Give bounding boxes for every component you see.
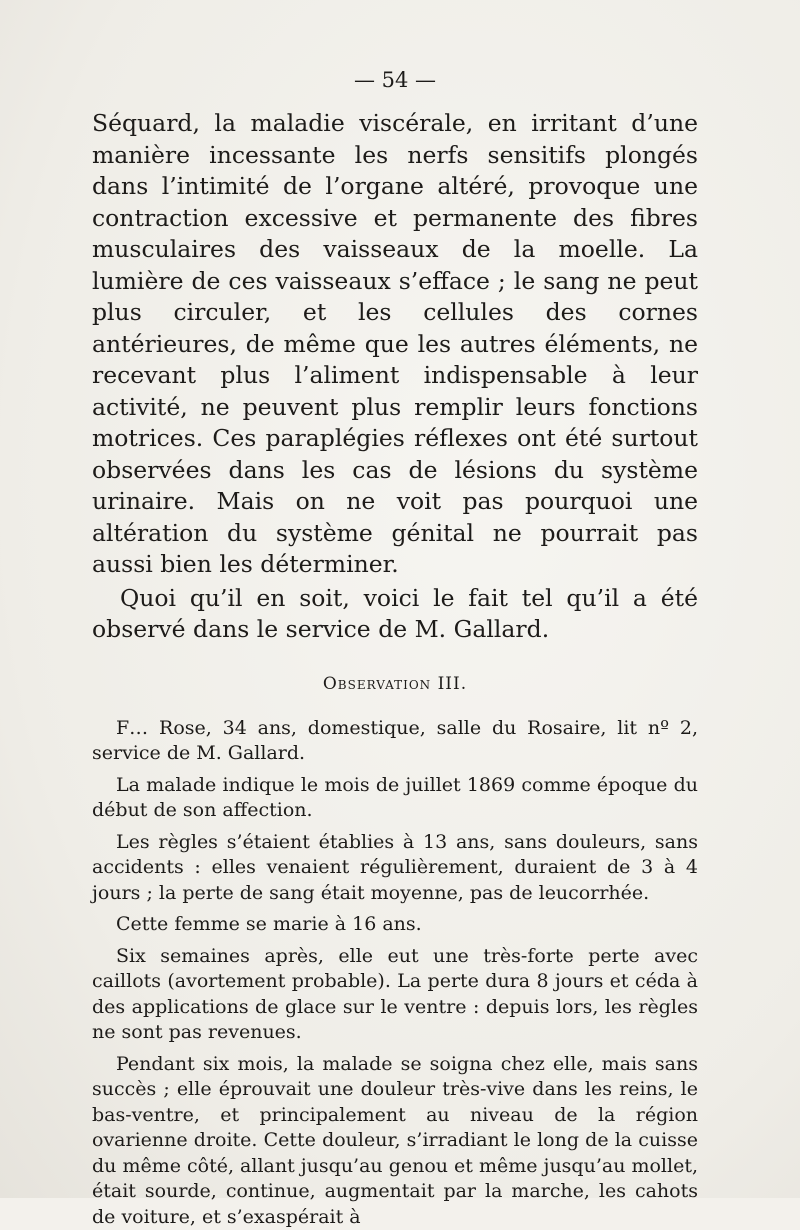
body-paragraph: Séquard, la maladie viscérale, en irritant d’une manière incessante les nerfs sensitifs plongés dans l’intimité de l’organe altéré, provoque une contraction excessive et permanente des fibres musculaires des vaisseaux de la moelle. La lumière de ces vaisseaux s’efface ; le sang ne peut plus circuler, et les cellules des cornes antérieures, de même que les autres éléments, ne recevant plus l’aliment indispensable à leur activité, ne peuvent plus remplir leurs fonctions motrices. Ces paraplégies réflexes ont été surtout observées dans les cas de lésions du système urinaire. Mais on ne voit pas pourquoi une altération du système génital ne pourrait pas aussi bien les déterminer. bbox=[92, 108, 698, 581]
observation-paragraph: F… Rose, 34 ans, domestique, salle du Rosaire, lit nº 2, service de M. Gallard. bbox=[92, 716, 698, 767]
body-paragraph: Quoi qu’il en soit, voici le fait tel qu’il a été observé dans le service de M. Gallard. bbox=[92, 583, 698, 646]
observation-paragraph: Six semaines après, elle eut une très-forte perte avec caillots (avortement probable). La perte dura 8 jours et céda à des applications de glace sur le ventre : depuis lors, les règles ne sont pas revenues. bbox=[92, 944, 698, 1046]
observation-paragraph: Les règles s’étaient établies à 13 ans, sans douleurs, sans accidents : elles venaient régulièrement, duraient de 3 à 4 jours ; la perte de sang était moyenne, pas de leucorrhée. bbox=[92, 830, 698, 907]
observation-paragraph: La malade indique le mois de juillet 1869 comme époque du début de son affection. bbox=[92, 773, 698, 824]
observation-heading: Observation III. bbox=[92, 674, 698, 694]
observation-paragraph: Pendant six mois, la malade se soigna chez elle, mais sans succès ; elle éprouvait une douleur très-vive dans les reins, le bas-ventre, et principalement au niveau de la région ovarienne droite. Cette douleur, s’irradiant le long de la cuisse du même côté, allant jusqu’au genou et même jusqu’au mollet, était sourde, continue, augmentait par la marche, les cahots de voiture, et s’exaspérait à bbox=[92, 1052, 698, 1230]
observation-paragraph: Cette femme se marie à 16 ans. bbox=[92, 912, 698, 938]
page-number: — 54 — bbox=[92, 68, 698, 92]
